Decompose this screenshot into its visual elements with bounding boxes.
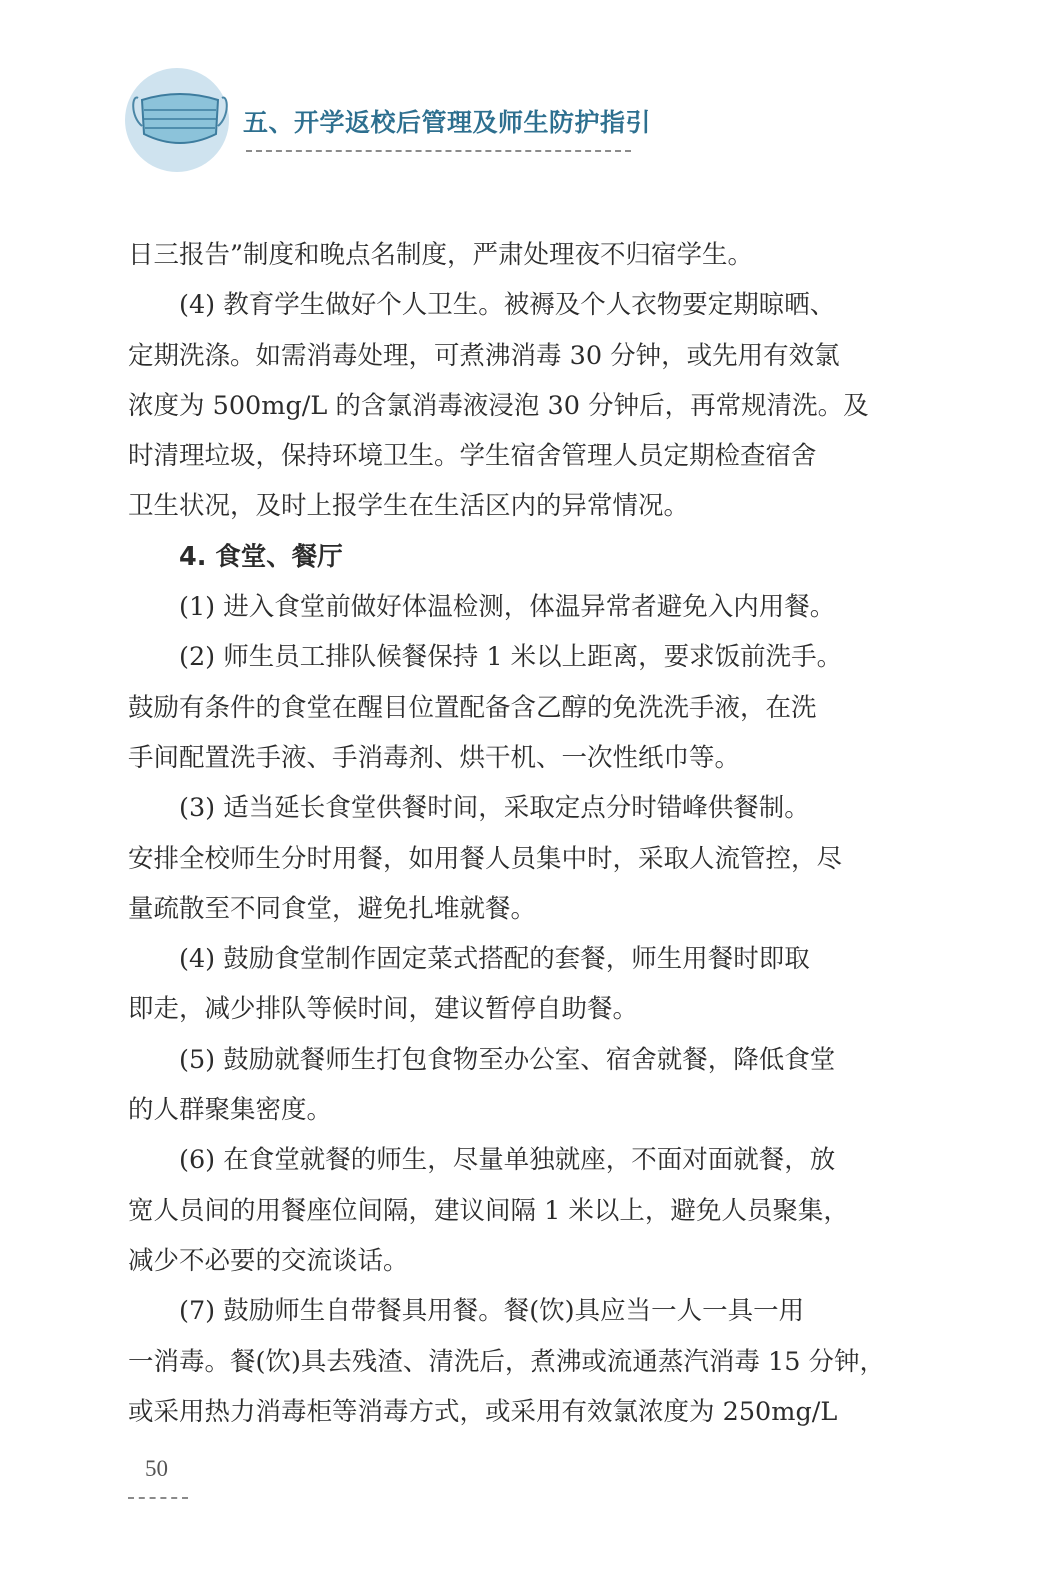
footer-divider — [128, 1497, 188, 1499]
header-divider — [246, 150, 631, 152]
text-line: 时清理垃圾，保持环境卫生。学生宿舍管理人员定期检查宿舍 — [128, 441, 817, 472]
text-line: 日三报告”制度和晚点名制度，严肃处理夜不归宿学生。 — [128, 240, 754, 270]
text-line: 安排全校师生分时用餐，如用餐人员集中时，采取人流管控，尽 — [128, 843, 843, 874]
text-line: 即走，减少排队等候时间，建议暂停自助餐。 — [128, 994, 639, 1025]
text-line: 鼓励有条件的食堂在醒目位置配备含乙醇的免洗洗手液，在洗 — [128, 692, 817, 723]
text-line: (6) 在食堂就餐的师生，尽量单独就座，不面对面就餐，放 — [179, 1145, 836, 1176]
chapter-title: 五、开学返校后管理及师生防护指引 — [243, 108, 652, 137]
text-line: 定期洗涤。如需消毒处理，可煮沸消毒 30 分钟，或先用有效氯 — [128, 340, 840, 371]
text-line: (2) 师生员工排队候餐保持 1 米以上距离，要求饭前洗手。 — [179, 642, 843, 673]
text-line: 减少不必要的交流谈话。 — [128, 1245, 409, 1276]
text-line: (4) 教育学生做好个人卫生。被褥及个人衣物要定期晾晒、 — [179, 290, 836, 321]
section-heading: 4. 食堂、餐厅 — [179, 541, 343, 572]
text-line: 的人群聚集密度。 — [128, 1095, 333, 1126]
text-line: (7) 鼓励师生自带餐具用餐。餐(饮)具应当一人一具一用 — [179, 1296, 805, 1327]
page-number: 50 — [145, 1456, 168, 1481]
text-line: (1) 进入食堂前做好体温检测，体温异常者避免入内用餐。 — [179, 592, 836, 623]
text-line: (5) 鼓励就餐师生打包食物至办公室、宿舍就餐，降低食堂 — [179, 1044, 836, 1075]
text-line: (4) 鼓励食堂制作固定菜式搭配的套餐，师生用餐时即取 — [179, 944, 810, 975]
text-line: 浓度为 500mg/L 的含氯消毒液浸泡 30 分钟后，再常规清洗。及 — [128, 390, 869, 421]
text-line: (3) 适当延长食堂供餐时间，采取定点分时错峰供餐制。 — [179, 793, 810, 824]
text-line: 或采用热力消毒柜等消毒方式，或采用有效氯浓度为 250mg/L — [128, 1396, 838, 1427]
body-text — [128, 230, 888, 1437]
text-line: 一消毒。餐(饮)具去残渣、清洗后，煮沸或流通蒸汽消毒 15 分钟， — [128, 1346, 886, 1377]
face-mask-icon — [128, 86, 232, 156]
text-line: 卫生状况，及时上报学生在生活区内的异常情况。 — [128, 491, 690, 522]
text-line: 手间配置洗手液、手消毒剂、烘干机、一次性纸巾等。 — [128, 742, 741, 773]
text-line: 宽人员间的用餐座位间隔，建议间隔 1 米以上，避免人员聚集， — [128, 1195, 849, 1226]
text-line: 量疏散至不同食堂，避免扎堆就餐。 — [128, 893, 537, 924]
